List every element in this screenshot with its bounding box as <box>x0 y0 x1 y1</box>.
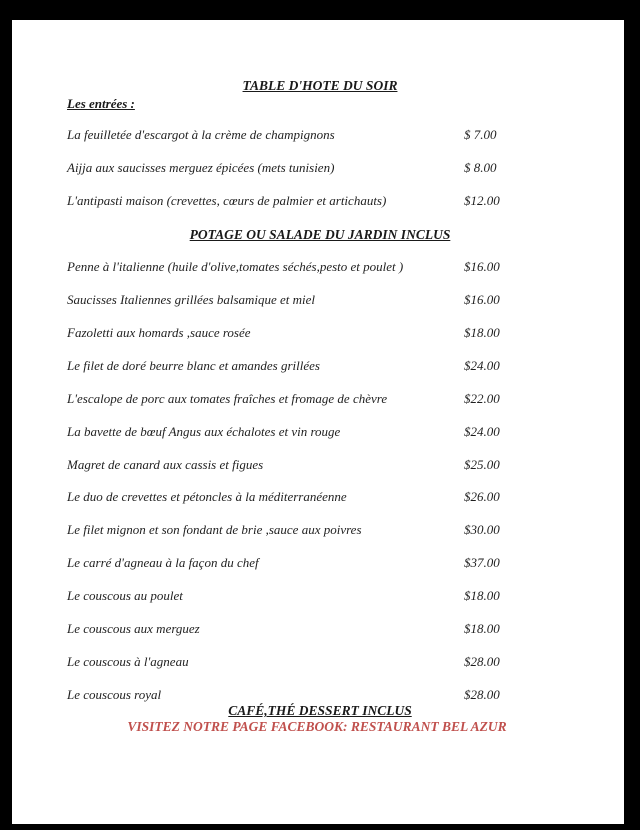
item-price: $24.00 <box>464 358 500 373</box>
item-name: Le carré d'agneau à la façon du chef <box>67 555 259 570</box>
item-price: $16.00 <box>464 292 500 307</box>
list-item <box>67 127 627 145</box>
item-name: Saucisses Italiennes grillées balsamique et miel <box>67 292 316 307</box>
item-price: $37.00 <box>464 555 500 570</box>
item-name: Le filet de doré beurre blanc et amandes grillées <box>67 358 320 373</box>
item-name: Le filet mignon et son fondant de brie ,sauce aux poivres <box>67 522 362 537</box>
item-name: Aijja aux saucisses merguez épicées (mets tunisien) <box>67 160 335 175</box>
item-name: Le couscous au poulet <box>67 588 183 603</box>
item-price: $25.00 <box>464 457 500 472</box>
item-price: $16.00 <box>464 259 500 274</box>
facebook-notice: VISITEZ NOTRE PAGE FACEBOOK: RESTAURANT BEL AZUR <box>127 719 507 734</box>
list-item <box>67 325 627 343</box>
list-item <box>67 358 627 376</box>
included-soup-heading: POTAGE OU SALADE DU JARDIN INCLUS <box>189 227 451 242</box>
list-item <box>67 160 627 178</box>
item-price: $28.00 <box>464 654 500 669</box>
list-item <box>67 193 627 211</box>
item-name: L'escalope de porc aux tomates fraîches et fromage de chèvre <box>67 391 388 406</box>
item-name: Le couscous aux merguez <box>67 621 200 636</box>
list-item <box>67 391 627 409</box>
list-item <box>67 588 627 606</box>
item-name: La bavette de bœuf Angus aux échalotes et vin rouge <box>67 424 341 439</box>
menu-title: TABLE D'HOTE DU SOIR <box>242 78 398 93</box>
item-name: La feuilletée d'escargot à la crème de champignons <box>67 127 335 142</box>
list-item <box>67 424 627 442</box>
item-name: Penne à l'italienne (huile d'olive,tomates séchés,pesto et poulet ) <box>67 259 404 274</box>
item-price: $30.00 <box>464 522 500 537</box>
item-price: $24.00 <box>464 424 500 439</box>
item-name: Le duo de crevettes et pétoncles à la méditerranéenne <box>67 489 347 504</box>
item-price: $22.00 <box>464 391 500 406</box>
list-item <box>67 457 627 475</box>
item-name: L'antipasti maison (crevettes, cœurs de palmier et artichauts) <box>67 193 387 208</box>
item-price: $ 7.00 <box>464 127 497 142</box>
list-item <box>67 522 627 540</box>
entrees-heading: Les entrées : <box>67 96 135 111</box>
item-price: $18.00 <box>464 621 500 636</box>
item-price: $26.00 <box>464 489 500 504</box>
item-name: Magret de canard aux cassis et figues <box>67 457 264 472</box>
item-name: Le couscous à l'agneau <box>67 654 189 669</box>
list-item <box>67 489 627 507</box>
list-item <box>67 621 627 639</box>
list-item <box>67 292 627 310</box>
item-name: Le couscous royal <box>67 687 162 702</box>
included-dessert-heading: CAFÉ,THÉ DESSERT INCLUS <box>228 703 412 718</box>
item-price: $12.00 <box>464 193 500 208</box>
list-item <box>67 654 627 672</box>
list-item <box>67 555 627 573</box>
list-item <box>67 259 627 277</box>
item-price: $18.00 <box>464 325 500 340</box>
item-price: $18.00 <box>464 588 500 603</box>
item-name: Fazoletti aux homards ,sauce rosée <box>67 325 251 340</box>
item-price: $ 8.00 <box>464 160 497 175</box>
item-price: $28.00 <box>464 687 500 702</box>
